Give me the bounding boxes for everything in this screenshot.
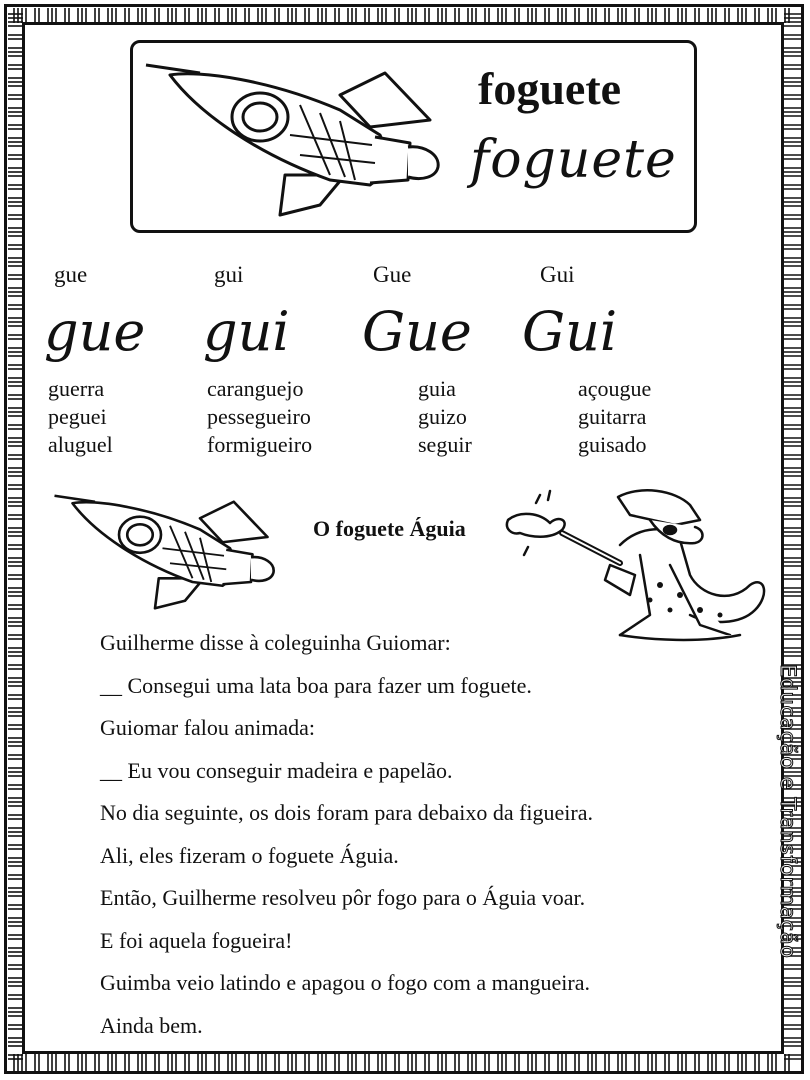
word-item: guizo — [418, 404, 467, 429]
word-list-Gui — [578, 375, 651, 459]
story-line: Guimba veio latindo e apagou o fogo com a mangueira. — [100, 970, 590, 995]
word-item: peguei — [48, 404, 107, 429]
word-item: guisado — [578, 432, 647, 457]
word-list-gue — [48, 375, 113, 459]
story-line: E foi aquela fogueira! — [100, 927, 293, 953]
syllable-gui-print: gui — [214, 262, 244, 287]
story-line: No dia seguinte, os dois foram para debaixo da figueira. — [100, 800, 594, 825]
word-list-gui — [207, 375, 312, 459]
story-body — [100, 628, 593, 1053]
title-cursive-word: foguete — [470, 130, 677, 190]
syllable-Gue-print: Gue — [373, 262, 412, 287]
rocket-icon — [50, 488, 290, 616]
title-print-word: foguete — [478, 63, 622, 114]
story-line: Então, Guilherme resolveu pôr fogo para o Águia voar. — [100, 885, 586, 910]
syllable-gue-cursive: gue — [44, 300, 146, 363]
syllable-Gui-cursive: Gui — [522, 300, 618, 363]
word-item: seguir — [418, 432, 472, 457]
word-item: guia — [418, 376, 456, 401]
word-list-Gue — [418, 375, 472, 459]
story-line: Ainda bem. — [100, 1012, 203, 1038]
word-item: guerra — [48, 376, 105, 401]
rocket-icon — [140, 55, 460, 225]
word-item: aluguel — [48, 432, 113, 457]
word-item: guitarra — [578, 404, 647, 429]
word-item: pessegueiro — [207, 404, 311, 429]
word-item: açougue — [578, 376, 652, 401]
watermark-side — [772, 664, 810, 1004]
firefighter-dog-icon — [500, 485, 772, 647]
story-line: __ Eu vou conseguir madeira e papelão. — [100, 757, 453, 783]
story-line: Guiomar falou animada: — [100, 715, 316, 740]
story-line: Ali, eles fizeram o foguete Águia. — [100, 842, 399, 868]
syllable-Gue-cursive: Gue — [362, 300, 472, 363]
watermark-text: Educação e Transformação — [776, 664, 800, 959]
word-item: formigueiro — [207, 432, 313, 457]
syllable-gue-print: gue — [54, 262, 88, 287]
word-item: caranguejo — [207, 376, 304, 401]
story-title: O foguete Águia — [313, 516, 466, 541]
story-line: __ Consegui uma lata boa para fazer um foguete. — [100, 672, 532, 698]
syllable-gui-cursive: gui — [203, 300, 290, 363]
syllable-Gui-print: Gui — [540, 262, 575, 287]
story-line: Guilherme disse à coleguinha Guiomar: — [100, 630, 451, 655]
